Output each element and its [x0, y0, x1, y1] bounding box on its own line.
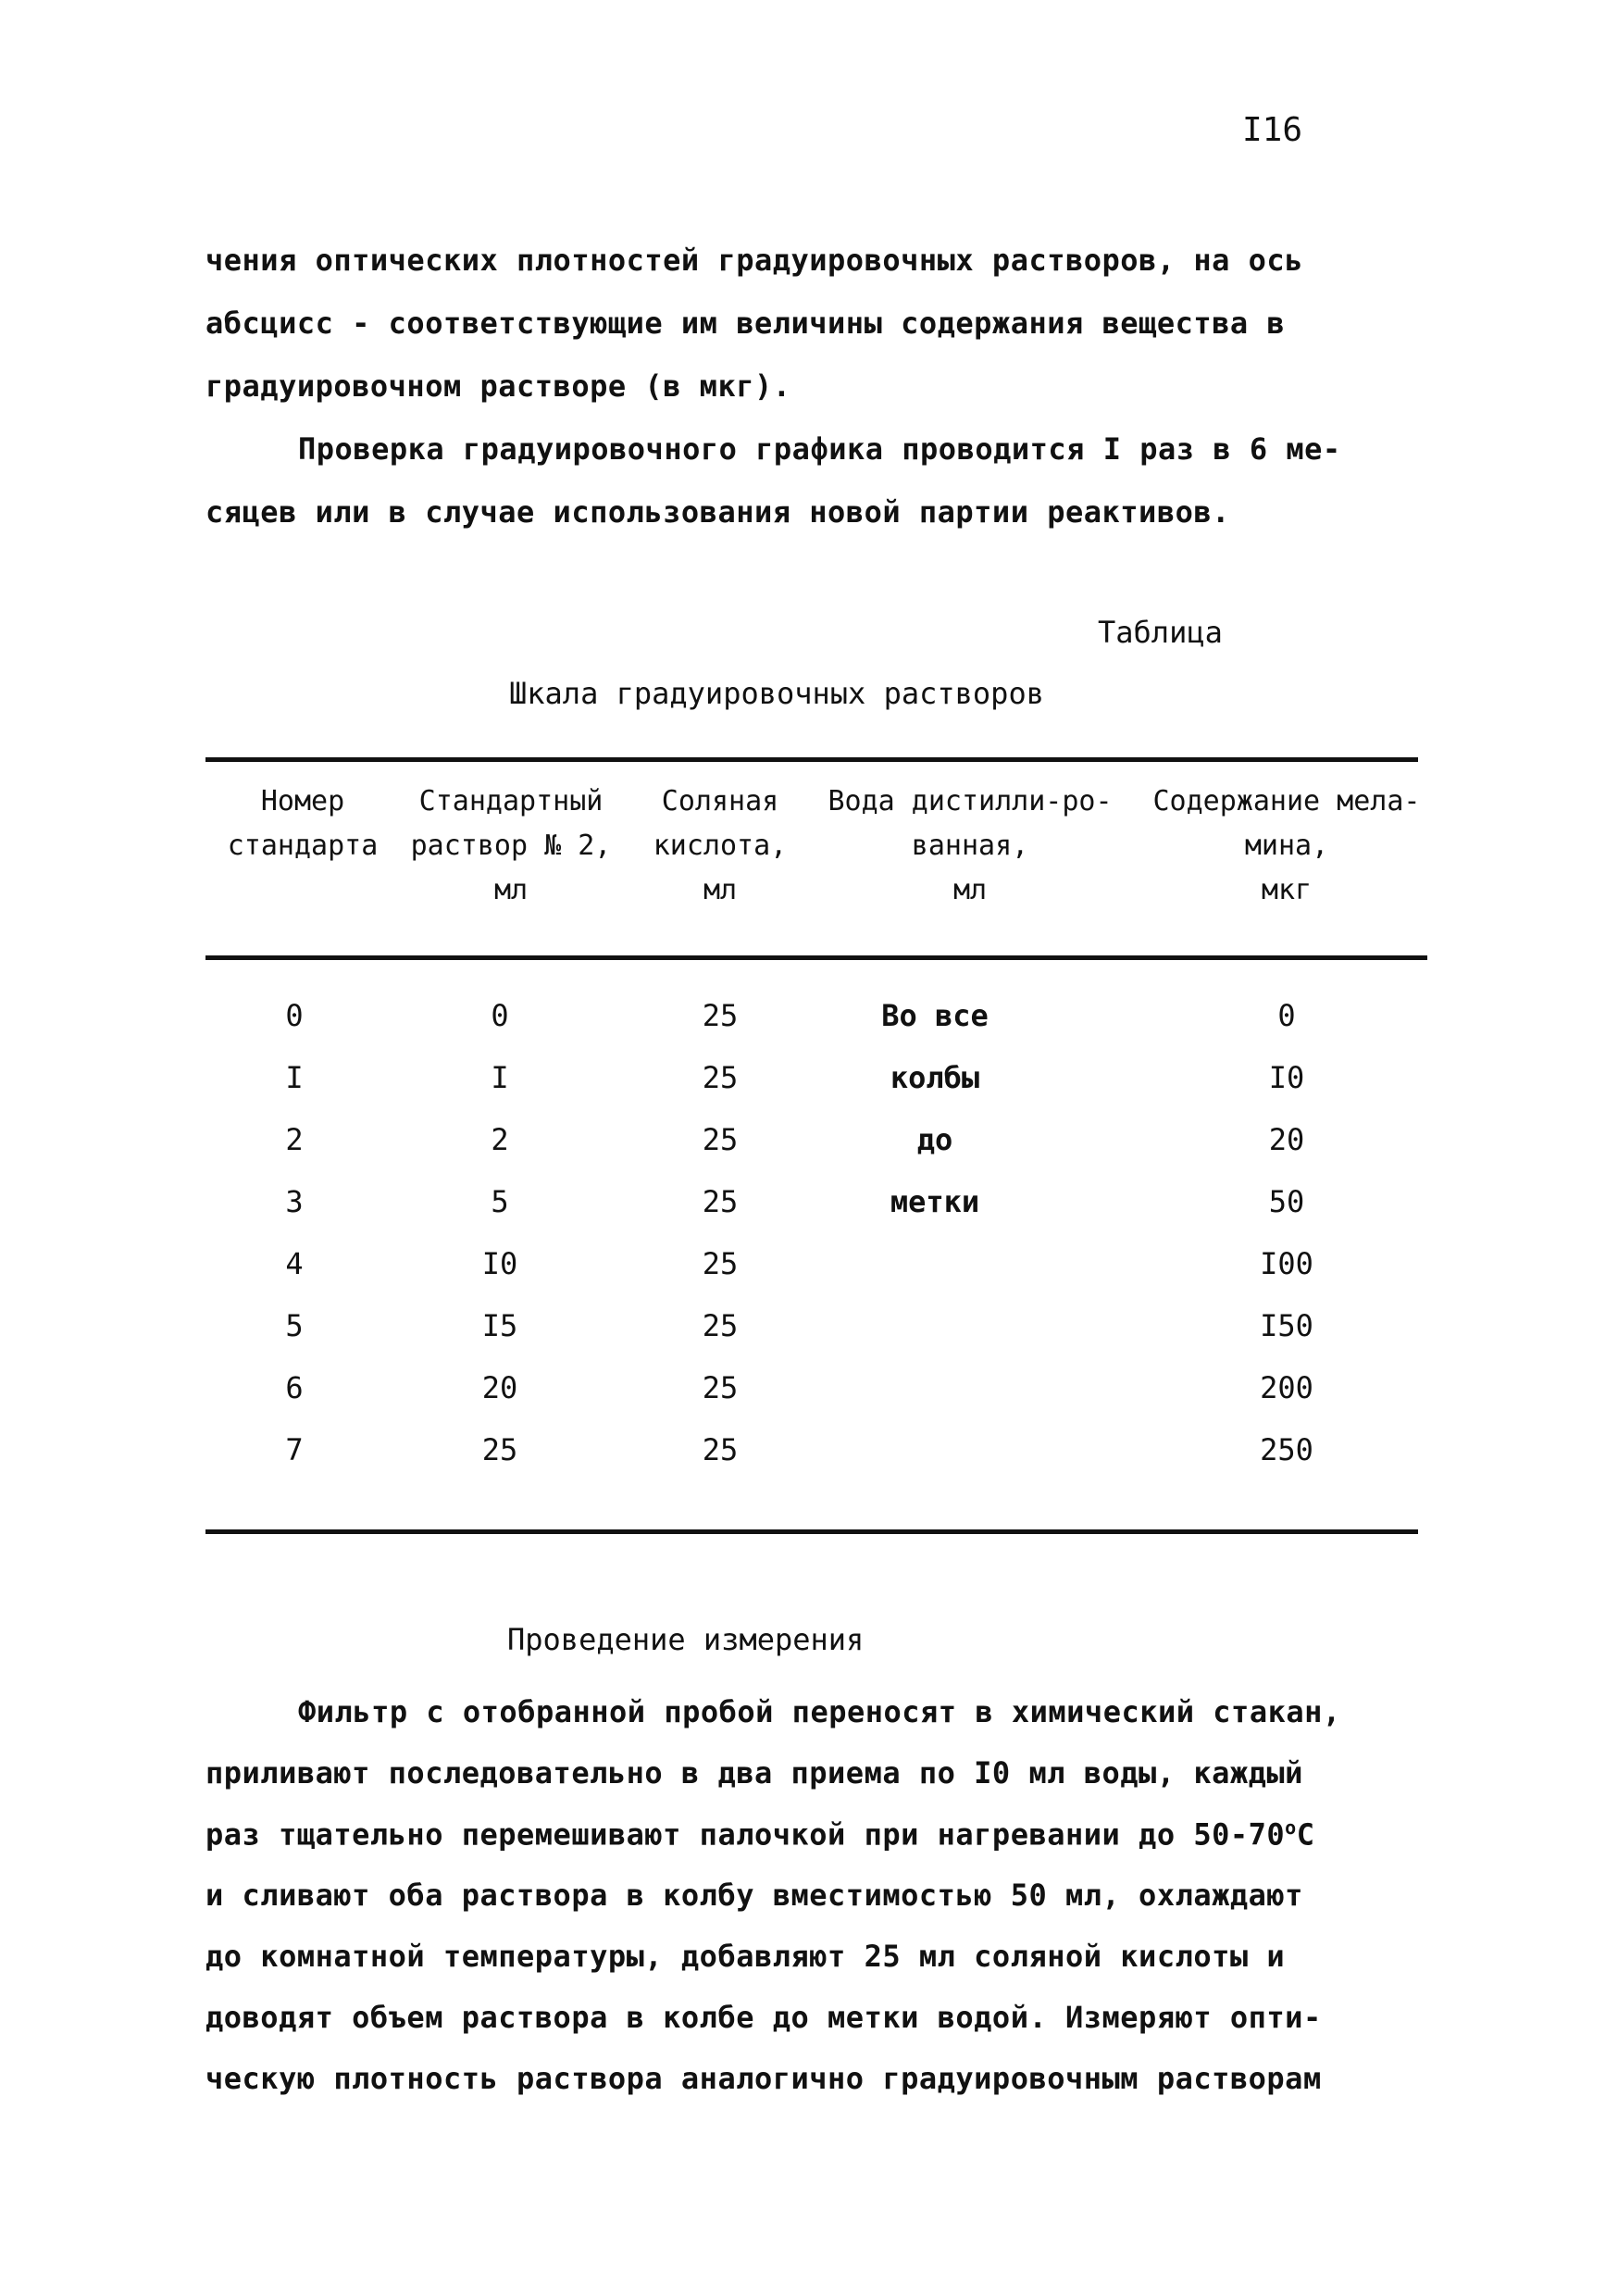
table-cell: 20	[481, 1370, 518, 1405]
table-cell: 3	[285, 1184, 304, 1219]
check-line-1: Проверка градуировочного графика проводится I раз в 6 ме-	[298, 431, 1341, 467]
table-cell: I50	[1260, 1308, 1313, 1343]
table-cell: 0	[491, 998, 509, 1033]
procedure-line-5: до комнатной температуры, добавляют 25 мл соляной кислоты и	[205, 1939, 1286, 1974]
table-top-rule	[205, 757, 1418, 762]
page-number: I16	[1242, 111, 1303, 149]
table-cell: 5	[491, 1184, 509, 1219]
procedure-line-7: ческую плотность раствора аналогично градуировочным растворам	[205, 2061, 1322, 2096]
table-cell: 5	[285, 1308, 304, 1343]
table-cell: метки	[890, 1184, 980, 1219]
table-cell: 2	[285, 1122, 304, 1157]
section-title: Проведение измерения	[507, 1622, 865, 1657]
header-melamine-content: Содержание мела- мина, мкг	[1152, 785, 1421, 906]
table-cell: 2	[491, 1122, 509, 1157]
table-cell: I0	[481, 1246, 518, 1281]
table-cell: 25	[702, 1308, 739, 1343]
header-number: Номер стандарта	[227, 785, 379, 862]
header-distilled-water: Вода дистилли-ро- ванная, мл	[828, 785, 1113, 906]
table-cell: I	[491, 1060, 509, 1095]
table-cell: 4	[285, 1246, 304, 1281]
table-cell: I00	[1260, 1246, 1313, 1281]
procedure-line-1: Фильтр с отобранной пробой переносят в химический стакан,	[298, 1694, 1341, 1729]
table-header-rule	[205, 955, 1427, 960]
table-cell: до	[916, 1122, 953, 1157]
procedure-line-3: раз тщательно перемешивают палочкой при нагревании до 50-70$^o$C	[205, 1816, 1315, 1853]
check-line-2: сяцев или в случае использования новой партии реактивов.	[205, 494, 1230, 530]
table-cell: 25	[702, 998, 739, 1033]
procedure-line-4: и сливают оба раствора в колбу вместимостью 50 мл, охлаждают	[205, 1878, 1303, 1913]
procedure-line-6: доводят объем раствора в колбе до метки водой. Измеряют опти-	[205, 2000, 1322, 2035]
table-cell: Во все	[881, 998, 989, 1033]
table-bottom-rule	[205, 1529, 1418, 1534]
table-cell: 25	[702, 1184, 739, 1219]
header-standard-solution: Стандартный раствор № 2, мл	[410, 785, 612, 906]
table-cell: 25	[702, 1246, 739, 1281]
table-cell: 25	[702, 1060, 739, 1095]
table-cell: 25	[702, 1432, 739, 1467]
table-cell: 25	[481, 1432, 518, 1467]
table-cell: 200	[1260, 1370, 1313, 1405]
table-cell: 0	[1277, 998, 1296, 1033]
intro-line-1: чения оптических плотностей градуировочных растворов, на ось	[205, 243, 1303, 278]
table-cell: колбы	[890, 1060, 980, 1095]
table-cell: I	[285, 1060, 304, 1095]
table-label: Таблица	[1098, 615, 1223, 650]
table-cell: 250	[1260, 1432, 1313, 1467]
table-cell: 50	[1268, 1184, 1305, 1219]
procedure-line-2: приливают последовательно в два приема по I0 мл воды, каждый	[205, 1755, 1303, 1791]
table-cell: I5	[481, 1308, 518, 1343]
header-hydrochloric-acid: Соляная кислота, мл	[653, 785, 788, 906]
table-title: Шкала градуировочных растворов	[509, 676, 1044, 711]
table-cell: 25	[702, 1122, 739, 1157]
table-cell: 25	[702, 1370, 739, 1405]
intro-line-2: абсцисс - соответствующие им величины содержания вещества в	[205, 306, 1286, 341]
intro-line-3: градуировочном растворе (в мкг).	[205, 368, 791, 404]
table-cell: 6	[285, 1370, 304, 1405]
table-cell: 7	[285, 1432, 304, 1467]
table-cell: I0	[1268, 1060, 1305, 1095]
table-cell: 0	[285, 998, 304, 1033]
table-cell: 20	[1268, 1122, 1305, 1157]
